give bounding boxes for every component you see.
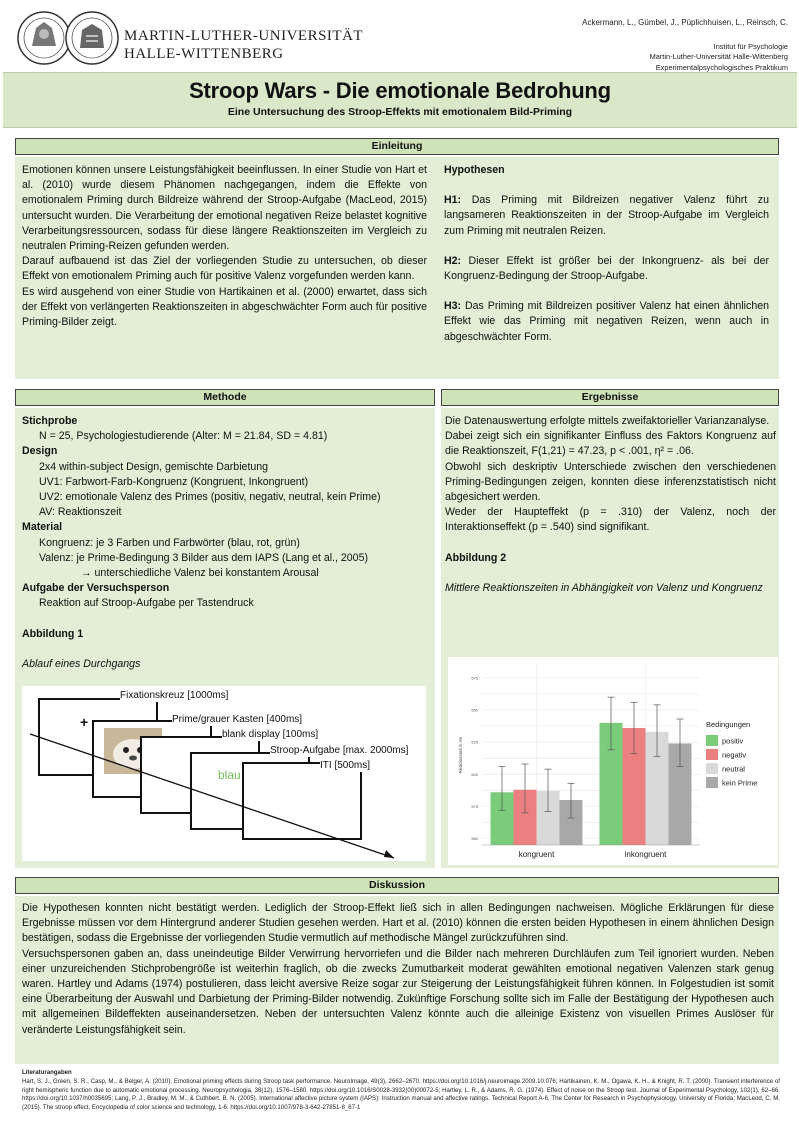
fixation-cross: + <box>80 714 89 730</box>
university-line-2: HALLE-WITTENBERG <box>124 46 284 62</box>
stichprobe-text: N = 25, Psychologiestudierende (Alter: M = 21.84, SD = 4.81) <box>39 430 328 443</box>
legend-swatch <box>706 763 718 774</box>
hypothesen <box>444 163 769 345</box>
methode-heading: Methode <box>15 389 435 406</box>
hypothesis-1-text: Das Priming mit Bildreizen negativer Valenz führt zu langsameren Reaktionszeiten in der Stroop-Aufgabe im Vergleich zum Priming mit neutralen Reizen. <box>444 194 769 237</box>
figure-2-title: Abbildung 2 <box>445 551 507 564</box>
aufgabe-text: Reaktion auf Stroop-Aufgabe per Tastendruck <box>39 597 254 610</box>
x-tick-label: kongruent <box>518 850 555 859</box>
reaction-time-chart <box>448 657 778 865</box>
iti-label: ITI [500ms] <box>320 760 371 771</box>
y-tick-label: 675 <box>471 675 478 681</box>
diskussion-heading: Diskussion <box>15 877 779 894</box>
design-line: AV: Reaktionszeit <box>39 506 122 519</box>
material-line: Kongruenz: je 3 Farben und Farbwörter (blau, rot, grün) <box>39 536 300 549</box>
einleitung-heading: Einleitung <box>15 138 779 155</box>
ergebnisse-paragraph-1: Die Datenauswertung erfolgte mittels zweifaktorieller Varianzanalyse. <box>445 415 770 427</box>
poster-subtitle: Eine Untersuchung des Stroop-Effekts mit emotionalem Bild-Priming <box>227 106 573 118</box>
hypothesis-2-text: Dieser Effekt ist größer bei der Inkongruenz- als bei der Kongruenz-Bedingung der Stroop-Aufgabe. <box>444 254 769 283</box>
einleitung-panel <box>15 157 779 379</box>
fixation-label: Fixationskreuz [1000ms] <box>120 690 229 701</box>
references-text: Hart, S. J., Green, S. R., Casp, M., & Belger, A. (2010). Emotional priming effects during Stroop task performance. NeuroImage, 49(3), 2662–2670. https://doi.org/10.1016/j.neuroimage.2009.10.076; Hartikainen, K. M., Ogawa, K. H., & Knight, R. T. (2000). Transient interference of right hemispheric function due to automatic emotional processing. Neuropsychologia, 38(12), 1576–1580. https://doi.org/10.1016/S0028-3932(00)00072-5; Hartley, L. R., & Adams, R. G. (1974). Effect of noise on the Stroop test. Journal of Experimental Psychology, 102(1), 62–66. https://doi.org/10.1037/h0035695; Lang, P. J., Bradley, M. M., & Cuthbert, B. N. (2005). International affective picture system (IAPS): Instruction manual and affective ratings. Technical Report A-6, The Center for Research in Psychophysiology, University of Florida; MacLeod, C. M. (2015). The stroop effect. Encyclopedia of color science and technology, 1-6. https://doi.org/10.1007/978-3-642-27851-8_67-1 <box>22 1077 780 1112</box>
university-name <box>124 27 363 63</box>
hypothesen-title: Hypothesen <box>444 164 505 176</box>
time-arrow <box>22 686 426 861</box>
einleitung-paragraph-3: Es wird ausgehend von einer Studie von Hartikainen et al. (2000) erwartet, dass sich der Effekt von verlängerten Reaktionszeiten in abgeschwächter Form auch für positive Priming-Bilder zeigt. <box>22 285 427 329</box>
legend-title: Bedingungen <box>706 720 751 729</box>
legend-swatch <box>706 777 718 788</box>
figure-2-caption: Mittlere Reaktionszeiten in Abhängigkeit von Valenz und Kongruenz <box>445 581 763 594</box>
diskussion-text <box>22 901 774 1038</box>
design-line: UV2: emotionale Valenz des Primes (positiv, negativ, neutral, kein Prime) <box>39 491 381 504</box>
material-title: Material <box>22 521 63 534</box>
stroop-word: blau <box>218 768 241 782</box>
poster-title: Stroop Wars - Die emotionale Bedrohung <box>189 78 611 103</box>
hypothesis-3-label: H3: <box>444 300 462 313</box>
figure-1-caption: Ablauf eines Durchgangs <box>22 657 141 670</box>
hypothesis-1-label: H1: <box>444 194 462 207</box>
university-seal-logo <box>16 8 120 68</box>
diskussion-paragraph-1: Die Hypothesen konnten nicht bestätigt werden. Lediglich der Stroop-Effekt ließ sich in allen Bedingungen nachweisen. Mögliche Erklärungen für diese Ergebnisse müssen vor dem Hintergrund anderer Studien gesehen werden. Hart et al. (2010) können die ersten beiden Hypothesen in einem ähnlichen Design bestätigen, sodass die Ergebnisse der vorliegenden Studie vermutlich auf methodische Mängel zurückzuführen sind. <box>22 902 774 945</box>
legend-label: negativ <box>722 750 747 760</box>
prime-label: Prime/grauer Kasten [400ms] <box>172 714 303 725</box>
institute <box>650 42 788 73</box>
university-line-1: MARTIN-LUTHER-UNIVERSITÄT <box>124 28 364 44</box>
legend-swatch <box>706 749 718 760</box>
ergebnisse-paragraph-2: Dabei zeigt sich ein signifikanter Einfluss des Faktors Kongruenz auf die Reaktionszeit, F(1,21) = 47.23, p < .001, η² = .06. <box>445 430 776 458</box>
legend-label: neutral <box>722 764 745 774</box>
methode-text <box>22 414 430 672</box>
design-title: Design <box>22 445 58 458</box>
title-band <box>3 72 797 128</box>
hypothesis-3-text: Das Priming mit Bildreizen positiver Valenz hat einen ähnlichen Effekt wie das Priming mit negativen Reizen, wenn auch in abgeschwächter Form. <box>444 300 769 343</box>
figure-1-title: Abbildung 1 <box>22 627 84 640</box>
references-title: Literaturangaben <box>22 1069 72 1076</box>
y-tick-label: 650 <box>471 707 478 713</box>
einleitung-paragraph-1: Emotionen können unsere Leistungsfähigkeit beeinflussen. In einer Studie von Hart et al. (2010) wurde diesem Phänomen nachgegangen, indem die Effekte von emotionalem Priming durch Bildreize während der Stroop-Aufgabe (MacLeod, 2015) untersucht wurden. Die Verarbeitung der emotional negativen Reize belastet kognitive Verarbeitungsressourcen, sodass für diese längere Reaktionszeiten im Vergleich zu neutralen Priming-Reizen gefunden werden. <box>22 164 427 253</box>
ergebnisse-text <box>445 414 776 596</box>
einleitung-text <box>22 163 427 330</box>
y-tick-label: 600 <box>471 771 478 777</box>
hypothesis-2 <box>444 254 769 284</box>
design-line: UV1: Farbwort-Farb-Kongruenz (Kongruent, Inkongruent) <box>39 475 309 488</box>
y-tick-label: 550 <box>471 836 478 842</box>
stroop-label: Stroop-Aufgabe [max. 2000ms] <box>270 745 409 756</box>
institute-line: Experimentalpsychologisches Praktikum <box>655 62 788 72</box>
legend-label: kein Prime <box>722 778 758 788</box>
aufgabe-title: Aufgabe der Versuchsperson <box>22 582 170 595</box>
legend-swatch <box>706 735 718 746</box>
blank-label: blank display [100ms] <box>222 729 319 740</box>
y-axis-label: Reaktionszeit in ms <box>458 736 463 774</box>
references <box>22 1069 780 1113</box>
design-line: 2x4 within-subject Design, gemischte Darbietung <box>39 460 269 473</box>
material-arrow-line: → unterschiedliche Valenz bei konstantem Arousal <box>81 567 319 580</box>
hypothesis-1 <box>444 193 769 239</box>
institute-line: Martin-Luther-Universität Halle-Wittenberg <box>649 52 788 62</box>
y-tick-label: 575 <box>471 803 478 809</box>
y-tick-label: 625 <box>471 739 478 745</box>
x-tick-label: inkongruent <box>624 850 667 859</box>
einleitung-paragraph-2: Darauf aufbauend ist das Ziel der vorliegenden Studie zu untersuchen, ob dieser Effekt von emotionalem Priming auch für positive Valenz vorgefunden werden kann. <box>22 255 427 283</box>
ergebnisse-heading: Ergebnisse <box>441 389 779 406</box>
ergebnisse-paragraph-3: Obwohl sich deskriptiv Unterschiede zwischen den verschiedenen Priming-Bedingungen zeigen, konnten diese inferenzstatistisch nicht abgesichert werden. <box>445 460 776 504</box>
trial-sequence-figure <box>22 686 426 861</box>
stichprobe-title: Stichprobe <box>22 415 78 427</box>
hypothesis-3 <box>444 299 769 345</box>
reaction-time-chart-svg <box>448 657 778 865</box>
authors: Ackermann, L., Gümbel, J., Püplichhuisen, L., Reinsch, C. <box>582 18 788 27</box>
material-line: Valenz: je Prime-Bedingung 3 Bilder aus dem IAPS (Lang et al., 2005) <box>39 551 368 564</box>
diskussion-paragraph-2: Versuchspersonen gaben an, dass uneindeutige Bilder Verwirrung hervorriefen und die Bilder nach mehreren Durchläufen zum Teil ignoriert wurden. Neben einer unzureichenden Stichprobengröße ist weiterhin fraglich, ob die zwecks Zumutbarkeit moderat gewählten emotional negativen Valenzen stark genug waren. Hartley und Adams (1974) postulieren, dass leicht aversive Reize sogar zur Steigerung der Leistungsfähigkeit führen können. In Folgestudien ist somit eine Überarbeitung der Auswahl und Darbietung der Priming-Bilder notwendig. Zukünftige Forschung sollte sich im Falle der Bestätigung der Hypothesen auch mit allgemeinen Bildeffekten auseinandersetzen. Neben der untersuchten Valenz könnte auch die alleinige Existenz von visuellen Primes Auslöser für veränderte Leistungsfähigkeit sein. <box>22 947 774 1036</box>
hypothesis-2-label: H2: <box>444 254 462 267</box>
legend-label: positiv <box>722 736 744 746</box>
institute-line: Institut für Psychologie <box>713 42 788 51</box>
ergebnisse-paragraph-4: Weder der Haupteffekt (p = .310) der Valenz, noch der Interaktionseffekt (p = .540) sind signifikant. <box>445 506 776 534</box>
diskussion-panel <box>15 896 779 1064</box>
